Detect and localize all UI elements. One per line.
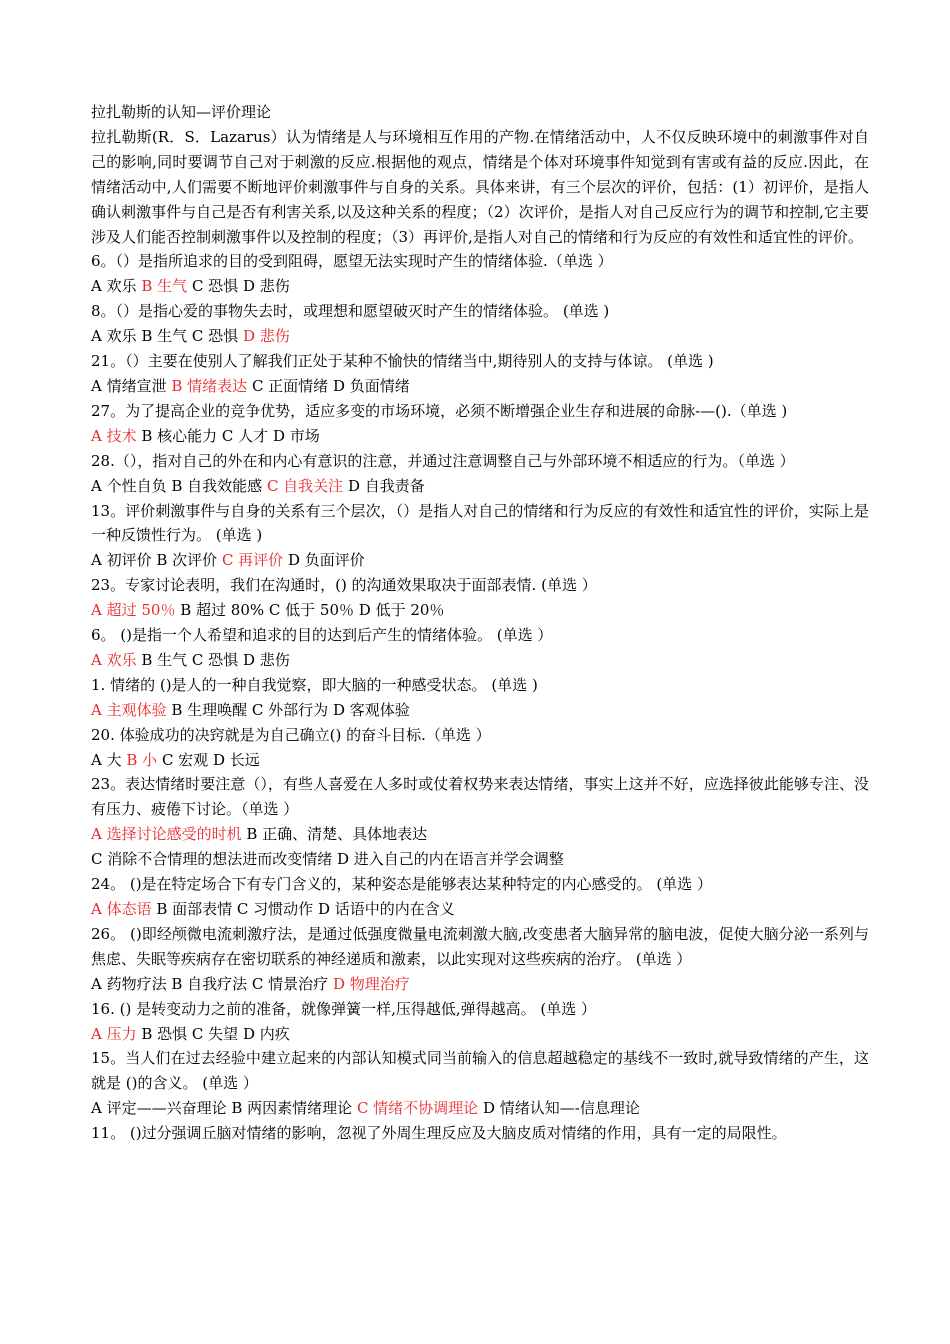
answer-options: [91, 374, 869, 399]
question-text: 6。 ()是指一个人希望和追求的目的达到后产生的情绪体验。 (单选 ）: [91, 626, 553, 645]
answer-options: [91, 1096, 869, 1121]
correct-answer: C 再评价: [221, 551, 284, 570]
answer-option-text: A 药物疗法 B 自我疗法 C 情景治疗: [91, 974, 333, 993]
answer-option-text: A 大: [91, 750, 127, 769]
question-text: 11。 ()过分强调丘脑对情绪的影响，忽视了外周生理反应及大脑皮质对情绪的作用，具有一定的局限性。: [91, 1124, 787, 1143]
correct-answer: A 超过 50％: [91, 601, 176, 620]
answer-option-text: D 自我责备: [343, 476, 425, 495]
answer-options: [91, 972, 869, 997]
correct-answer: A 体态语: [91, 900, 152, 918]
answer-option-text: A 初评价 B 次评价: [91, 551, 222, 570]
answer-option-text: D 负面评价: [283, 551, 365, 570]
answer-option-text: B 超过 80% C 低于 50％ D 低于 20％: [175, 601, 445, 620]
answer-option-text: A 评定——兴奋理论 B 两因素情绪理论: [91, 1099, 357, 1118]
answer-options: [91, 748, 869, 773]
correct-answer: A 主观体验: [91, 700, 167, 719]
answer-options: [91, 1022, 869, 1047]
question-text: 23。表达情绪时要注意（），有些人喜爱在人多时或仗着权势来表达情绪，事实上这并不好，应选择彼此能够专注、没有压力、疲倦下讨论。（单选 ）: [91, 775, 869, 819]
answer-option-text: C 恐惧 D 悲伤: [187, 277, 290, 296]
correct-answer: D 物理治疗: [332, 974, 410, 993]
correct-answer: B 生气: [141, 277, 188, 296]
answer-option-text: B 恐惧 C 失望 D 内疚: [136, 1024, 290, 1043]
question-text: 28.（），指对自己的外在和内心有意识的注意，并通过注意调整自己与外部环境不相适应的行为。（单选 ）: [91, 451, 795, 470]
correct-answer: B 情绪表达: [171, 376, 248, 395]
question-text: 20. 体验成功的决窍就是为自己确立() 的奋斗目标.（单选 ）: [91, 725, 491, 744]
answer-option-text: C 宏观 D 长远: [157, 750, 260, 769]
question-text: 24。 ()是在特定场合下有专门含义的，某种姿态是能够表达某种特定的内心感受的。 (单选 ）: [91, 875, 712, 894]
question-text: 27。为了提高企业的竞争优势，适应多变的市场环境，必须不断增强企业生存和进展的命脉-—().（单选 ): [91, 401, 788, 420]
answer-options: [91, 598, 869, 623]
answer-option-text: B 正确、清楚、具体地表达: [241, 825, 428, 844]
question-text: 21。（）主要在使别人了解我们正处于某种不愉快的情绪当中,期待别人的支持与体谅。 (单选 ): [91, 352, 714, 371]
question-text: 23。专家讨论表明，我们在沟通时，() 的沟通效果取决于面部表情. (单选 ）: [91, 576, 597, 595]
answer-options: [91, 847, 869, 872]
question-text: 16. () 是转变动力之前的准备，就像弹簧一样,压得越低,弹得越高。 (单选 ）: [91, 999, 597, 1018]
answer-option-text: C 正面情绪 D 负面情绪: [247, 376, 410, 395]
correct-answer: C 自我关注: [266, 476, 344, 495]
question-text: 13。评价刺激事件与自身的关系有三个层次，（）是指人对自己的情绪和行为反应的有效性和适宜性的评价，实际上是一种反馈性行为。 (单选 ): [91, 501, 869, 545]
answer-options: [91, 897, 869, 922]
answer-options: [91, 698, 869, 723]
answer-option-text: D 情绪认知—-信息理论: [478, 1099, 640, 1118]
answer-options: [91, 822, 869, 847]
answer-options: [91, 548, 869, 573]
correct-answer: A 选择讨论感受的时机: [91, 825, 242, 844]
answer-option-text: A 个性自负 B 自我效能感: [91, 476, 267, 495]
answer-options: [91, 474, 869, 499]
correct-answer: A 技术: [91, 426, 137, 445]
question-text: 1. 情绪的 ()是人的一种自我觉察，即大脑的一种感受状态。 (单选 ): [91, 675, 538, 694]
correct-answer: A 欢乐: [91, 650, 137, 669]
answer-options: [91, 274, 869, 299]
answer-option-text: B 生理唤醒 C 外部行为 D 客观体验: [166, 700, 410, 719]
document-page: [91, 100, 869, 1146]
question-text: 26。 ()即经颅微电流刺激疗法，是通过低强度微量电流刺激大脑,改变患者大脑异常的脑电波，促使大脑分泌一系列与焦虑、失眠等疾病存在密切联系的神经递质和激素，以此实现对这些疾病的治疗。 (单选 ）: [91, 924, 869, 968]
correct-answer: B 小: [126, 750, 158, 769]
answer-option-text: A 欢乐: [91, 277, 142, 296]
correct-answer: D 悲伤: [242, 327, 290, 346]
correct-answer: A 压力: [91, 1024, 137, 1043]
question-text: 6。（）是指所追求的目的受到阻碍，愿望无法实现时产生的情绪体验.（单选 ）: [91, 252, 613, 271]
answer-option-text: B 面部表情 C 习惯动作 D 话语中的内在含义: [151, 900, 455, 918]
answer-option-text: A 情绪宣泄: [91, 376, 172, 395]
answer-option-text: B 核心能力 C 人才 D 市场: [136, 426, 320, 445]
document-title: 拉扎勒斯的认知—评价理论: [91, 103, 272, 121]
answer-options: [91, 424, 869, 449]
answer-option-text: B 生气 C 恐惧 D 悲伤: [136, 650, 290, 669]
question-text: 15。当人们在过去经验中建立起来的内部认知模式同当前输入的信息超越稳定的基线不一致时,就导致情绪的产生，这就是 ()的含义。 (单选 ）: [91, 1049, 869, 1093]
question-text: 8。（）是指心爱的事物失去时，或理想和愿望破灭时产生的情绪体验。 (单选 ): [91, 302, 610, 321]
answer-option-text: C 消除不合情理的想法进而改变情绪 D 进入自己的内在语言并学会调整: [91, 850, 564, 869]
answer-option-text: A 欢乐 B 生气 C 恐惧: [91, 327, 243, 346]
question-list: [91, 249, 869, 1146]
intro-paragraph: 拉扎勒斯(R．S．Lazarus）认为情绪是人与环境相互作用的产物.在情绪活动中，人不仅反映环境中的刺激事件对自己的影响,同时要调节自己对于刺激的反应.根据他的观点，情绪是个体对环境事件知觉到有害或有益的反应.因此，在情绪活动中,人们需要不断地评价刺激事件与自身的关系。具体来讲，有三个层次的评价，包括：(1）初评价，是指人确认刺激事件与自己是否有利害关系,以及这种关系的程度；（2）次评价，是指人对自己反应行为的调节和控制,它主要涉及人们能否控制刺激事件以及控制的程度；（3）再评价,是指人对自己的情绪和行为反应的有效性和适宜性的评价。: [91, 127, 869, 246]
correct-answer: C 情绪不协调理论: [356, 1099, 479, 1118]
answer-options: [91, 324, 869, 349]
answer-options: [91, 648, 869, 673]
